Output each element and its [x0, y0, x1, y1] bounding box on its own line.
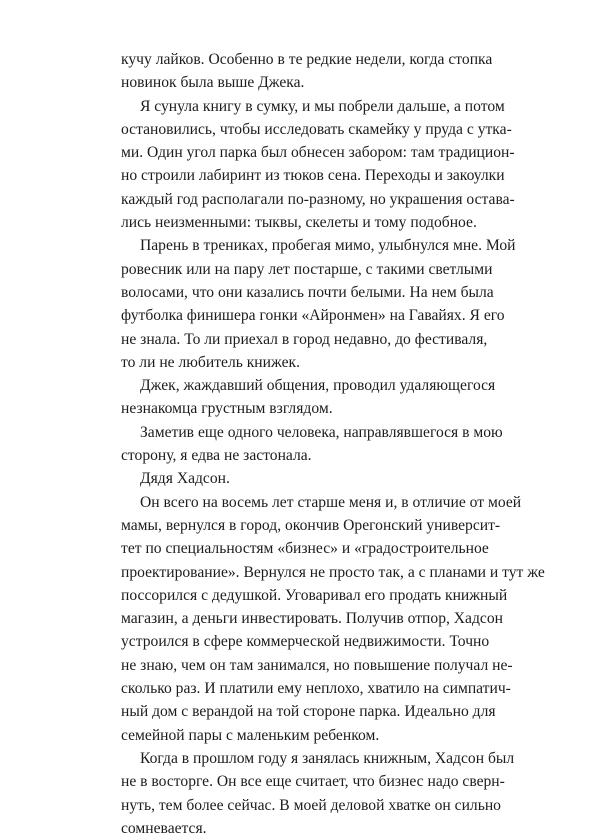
text-line: Он всего на восемь лет старше меня и, в отличие от моей [140, 493, 522, 511]
text-line: Джек, жаждавший общения, проводил удаляющегося [140, 377, 496, 395]
text-line: то ли не любитель книжек. [121, 353, 300, 371]
text-line: лись неизменными: тыквы, скелеты и тому подобное. [121, 214, 477, 232]
text-line: новинок была выше Джека. [121, 74, 305, 92]
text-line: кучу лайков. Особенно в те редкие недели, когда стопка [121, 51, 493, 68]
text-line: волосами, что они казались почти белыми. На нем была [121, 283, 494, 301]
paragraph-hudson-bio [121, 491, 545, 747]
paragraph-jack [121, 374, 496, 421]
text-line: поссорился с дедушкой. Уговаривал его продать книжный [121, 586, 508, 604]
text-line: не в восторге. Он все еще считает, что бизнес надо сверн- [121, 773, 505, 791]
text-line: Дядя Хадсон. [140, 470, 230, 488]
paragraph-uncle [121, 467, 481, 490]
text-line: устроился в сфере коммерческой недвижимости. Точно [121, 633, 490, 651]
text-line: ми. Один угол парка был обнесен забором: там традицион- [121, 144, 515, 162]
text-line: футболка финишера гонки «Айронмен» на Гавайях. Я его [121, 307, 505, 325]
paragraph-runner [121, 234, 516, 374]
text-line: семейной пары с маленьким ребенком. [121, 726, 380, 744]
text-line: Когда в прошлом году я занялась книжным, Хадсон был [140, 749, 515, 767]
book-page-text [121, 48, 545, 840]
text-line: нуть, тем более сейчас. В моей деловой хватке он сильно [121, 796, 501, 814]
text-line: проектирование». Вернулся не просто так, а с планами и тут же [121, 563, 545, 581]
paragraph-bookstore [121, 747, 515, 840]
text-line: каждый год располагали по-разному, но украшения остава- [121, 190, 515, 208]
text-line: но строили лабиринт из тюков сена. Переходы и закоулки [121, 167, 505, 185]
paragraph-another-person [121, 421, 503, 468]
text-line: остановились, чтобы исследовать скамейку у пруда с утка- [121, 120, 512, 138]
text-line: магазин, а деньги инвестировать. Получив отпор, Хадсон [121, 610, 503, 628]
text-line: не знала. То ли приехал в город недавно, до фестиваля, [121, 330, 488, 348]
text-line: тет по специальностям «бизнес» и «градостроительное [121, 540, 489, 558]
text-line: сомневается. [121, 819, 207, 837]
text-line: Я сунула книгу в сумку, и мы побрели дальше, а потом [140, 97, 505, 115]
paragraph-likes [121, 48, 493, 95]
text-line: ный дом с верандой на той стороне парка. Идеально для [121, 703, 496, 721]
text-line: незнакомца грустным взглядом. [121, 400, 333, 418]
text-line: не знаю, чем он там занимался, но повышение получал не- [121, 656, 513, 674]
text-line: мамы, вернулся в город, окончив Орегонский университ- [121, 516, 501, 534]
text-line: ровесник или на пару лет постарше, с такими светлыми [121, 260, 493, 278]
text-line: сколько раз. И платили ему неплохо, хватило на симпатич- [121, 680, 511, 698]
paragraph-bench [121, 95, 515, 235]
text-line: Заметив еще одного человека, направлявшегося в мою [140, 423, 503, 441]
text-line: Парень в трениках, пробегая мимо, улыбнулся мне. Мой [140, 237, 516, 255]
text-line: сторону, я едва не застонала. [121, 447, 312, 465]
